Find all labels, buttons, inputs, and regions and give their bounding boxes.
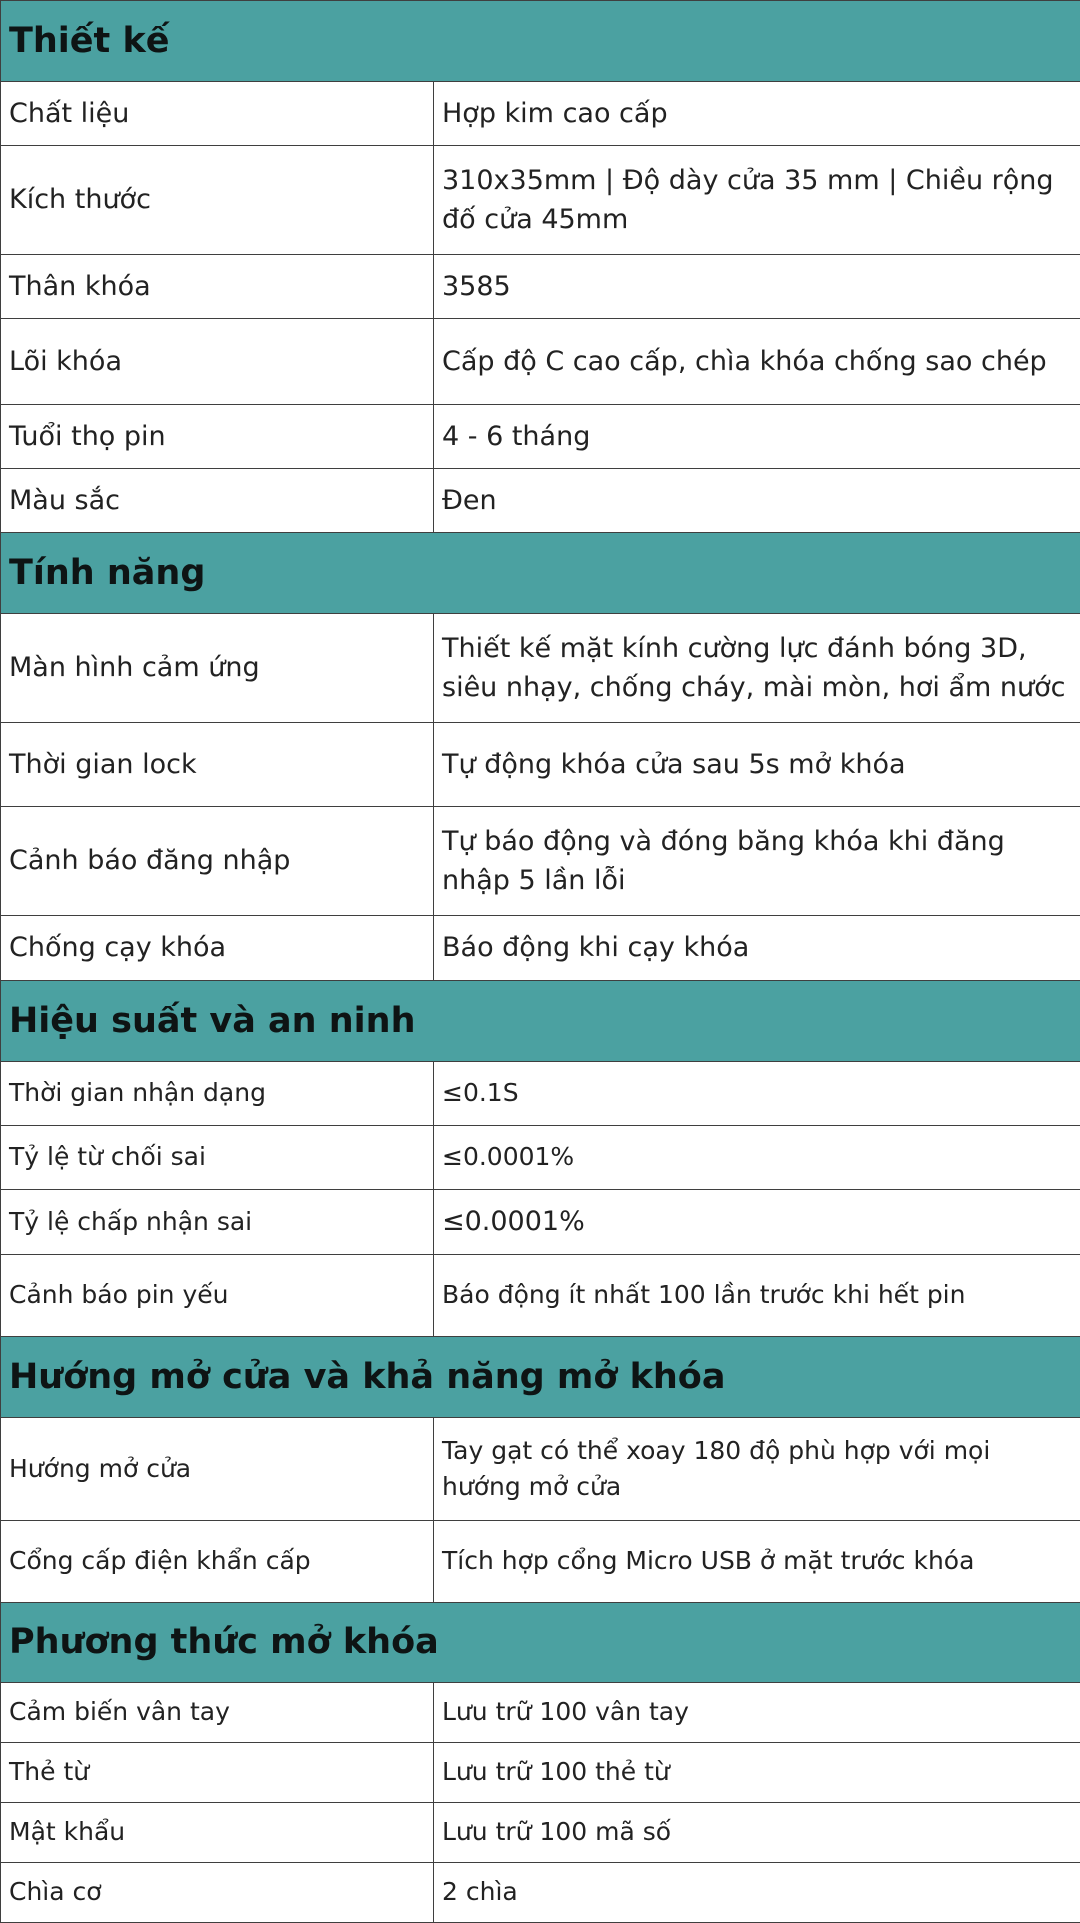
spec-label: Chống cạy khóa xyxy=(1,916,434,981)
spec-row xyxy=(1,82,1080,146)
spec-label: Cảnh báo pin yếu xyxy=(1,1255,434,1337)
spec-label: Kích thước xyxy=(1,146,434,255)
spec-row xyxy=(1,1190,1080,1255)
spec-label: Thời gian lock xyxy=(1,723,434,807)
spec-value: Tay gạt có thể xoay 180 độ phù hợp với mọi hướng mở cửa xyxy=(434,1418,1080,1521)
section-title: Hiệu suất và an ninh xyxy=(1,981,1080,1062)
spec-value: 2 chìa xyxy=(434,1863,1080,1923)
section-title: Hướng mở cửa và khả năng mở khóa xyxy=(1,1337,1080,1418)
spec-label: Màu sắc xyxy=(1,469,434,533)
spec-value: 310x35mm | Độ dày cửa 35 mm | Chiều rộng đố cửa 45mm xyxy=(434,146,1080,255)
spec-value: 3585 xyxy=(434,255,1080,319)
spec-row xyxy=(1,1521,1080,1603)
spec-label: Tỷ lệ từ chối sai xyxy=(1,1126,434,1190)
spec-value: ≤0.0001% xyxy=(434,1190,1080,1255)
spec-label: Cảnh báo đăng nhập xyxy=(1,807,434,916)
spec-label: Chìa cơ xyxy=(1,1863,434,1923)
spec-value: ≤0.0001% xyxy=(434,1126,1080,1190)
spec-value: Lưu trữ 100 mã số xyxy=(434,1803,1080,1863)
spec-label: Lõi khóa xyxy=(1,319,434,405)
section-title: Phương thức mở khóa xyxy=(1,1603,1080,1683)
section-header-row xyxy=(1,981,1080,1062)
spec-label: Cổng cấp điện khẩn cấp xyxy=(1,1521,434,1603)
section-header-row xyxy=(1,533,1080,614)
spec-row xyxy=(1,807,1080,916)
spec-value: Lưu trữ 100 vân tay xyxy=(434,1683,1080,1743)
section-header-row xyxy=(1,1603,1080,1683)
spec-value: ≤0.1S xyxy=(434,1062,1080,1126)
section-title: Tính năng xyxy=(1,533,1080,614)
spec-row xyxy=(1,1683,1080,1743)
spec-value: Hợp kim cao cấp xyxy=(434,82,1080,146)
spec-row xyxy=(1,1126,1080,1190)
spec-value: Cấp độ C cao cấp, chìa khóa chống sao chép xyxy=(434,319,1080,405)
spec-row xyxy=(1,723,1080,807)
spec-value: Báo động ít nhất 100 lần trước khi hết pin xyxy=(434,1255,1080,1337)
section-header-row xyxy=(1,1,1080,82)
spec-value: Thiết kế mặt kính cường lực đánh bóng 3D, siêu nhạy, chống cháy, mài mòn, hơi ẩm nước xyxy=(434,614,1080,723)
spec-row xyxy=(1,405,1080,469)
section-title: Thiết kế xyxy=(1,1,1080,82)
spec-label: Tuổi thọ pin xyxy=(1,405,434,469)
spec-label: Cảm biến vân tay xyxy=(1,1683,434,1743)
spec-label: Tỷ lệ chấp nhận sai xyxy=(1,1190,434,1255)
spec-row xyxy=(1,319,1080,405)
spec-row xyxy=(1,255,1080,319)
spec-label: Thân khóa xyxy=(1,255,434,319)
spec-value: Đen xyxy=(434,469,1080,533)
spec-row xyxy=(1,916,1080,981)
spec-label: Hướng mở cửa xyxy=(1,1418,434,1521)
spec-label: Thẻ từ xyxy=(1,1743,434,1803)
spec-value: 4 - 6 tháng xyxy=(434,405,1080,469)
spec-label: Màn hình cảm ứng xyxy=(1,614,434,723)
spec-row xyxy=(1,614,1080,723)
spec-row xyxy=(1,1255,1080,1337)
spec-value: Tích hợp cổng Micro USB ở mặt trước khóa xyxy=(434,1521,1080,1603)
spec-value: Báo động khi cạy khóa xyxy=(434,916,1080,981)
section-header-row xyxy=(1,1337,1080,1418)
spec-value: Lưu trữ 100 thẻ từ xyxy=(434,1743,1080,1803)
spec-row xyxy=(1,1863,1080,1923)
spec-label: Mật khẩu xyxy=(1,1803,434,1863)
spec-value: Tự động khóa cửa sau 5s mở khóa xyxy=(434,723,1080,807)
spec-row xyxy=(1,1803,1080,1863)
spec-row xyxy=(1,1062,1080,1126)
spec-value: Tự báo động và đóng băng khóa khi đăng nhập 5 lần lỗi xyxy=(434,807,1080,916)
spec-label: Chất liệu xyxy=(1,82,434,146)
spec-row xyxy=(1,146,1080,255)
spec-label: Thời gian nhận dạng xyxy=(1,1062,434,1126)
spec-row xyxy=(1,1743,1080,1803)
spec-row xyxy=(1,1418,1080,1521)
spec-row xyxy=(1,469,1080,533)
